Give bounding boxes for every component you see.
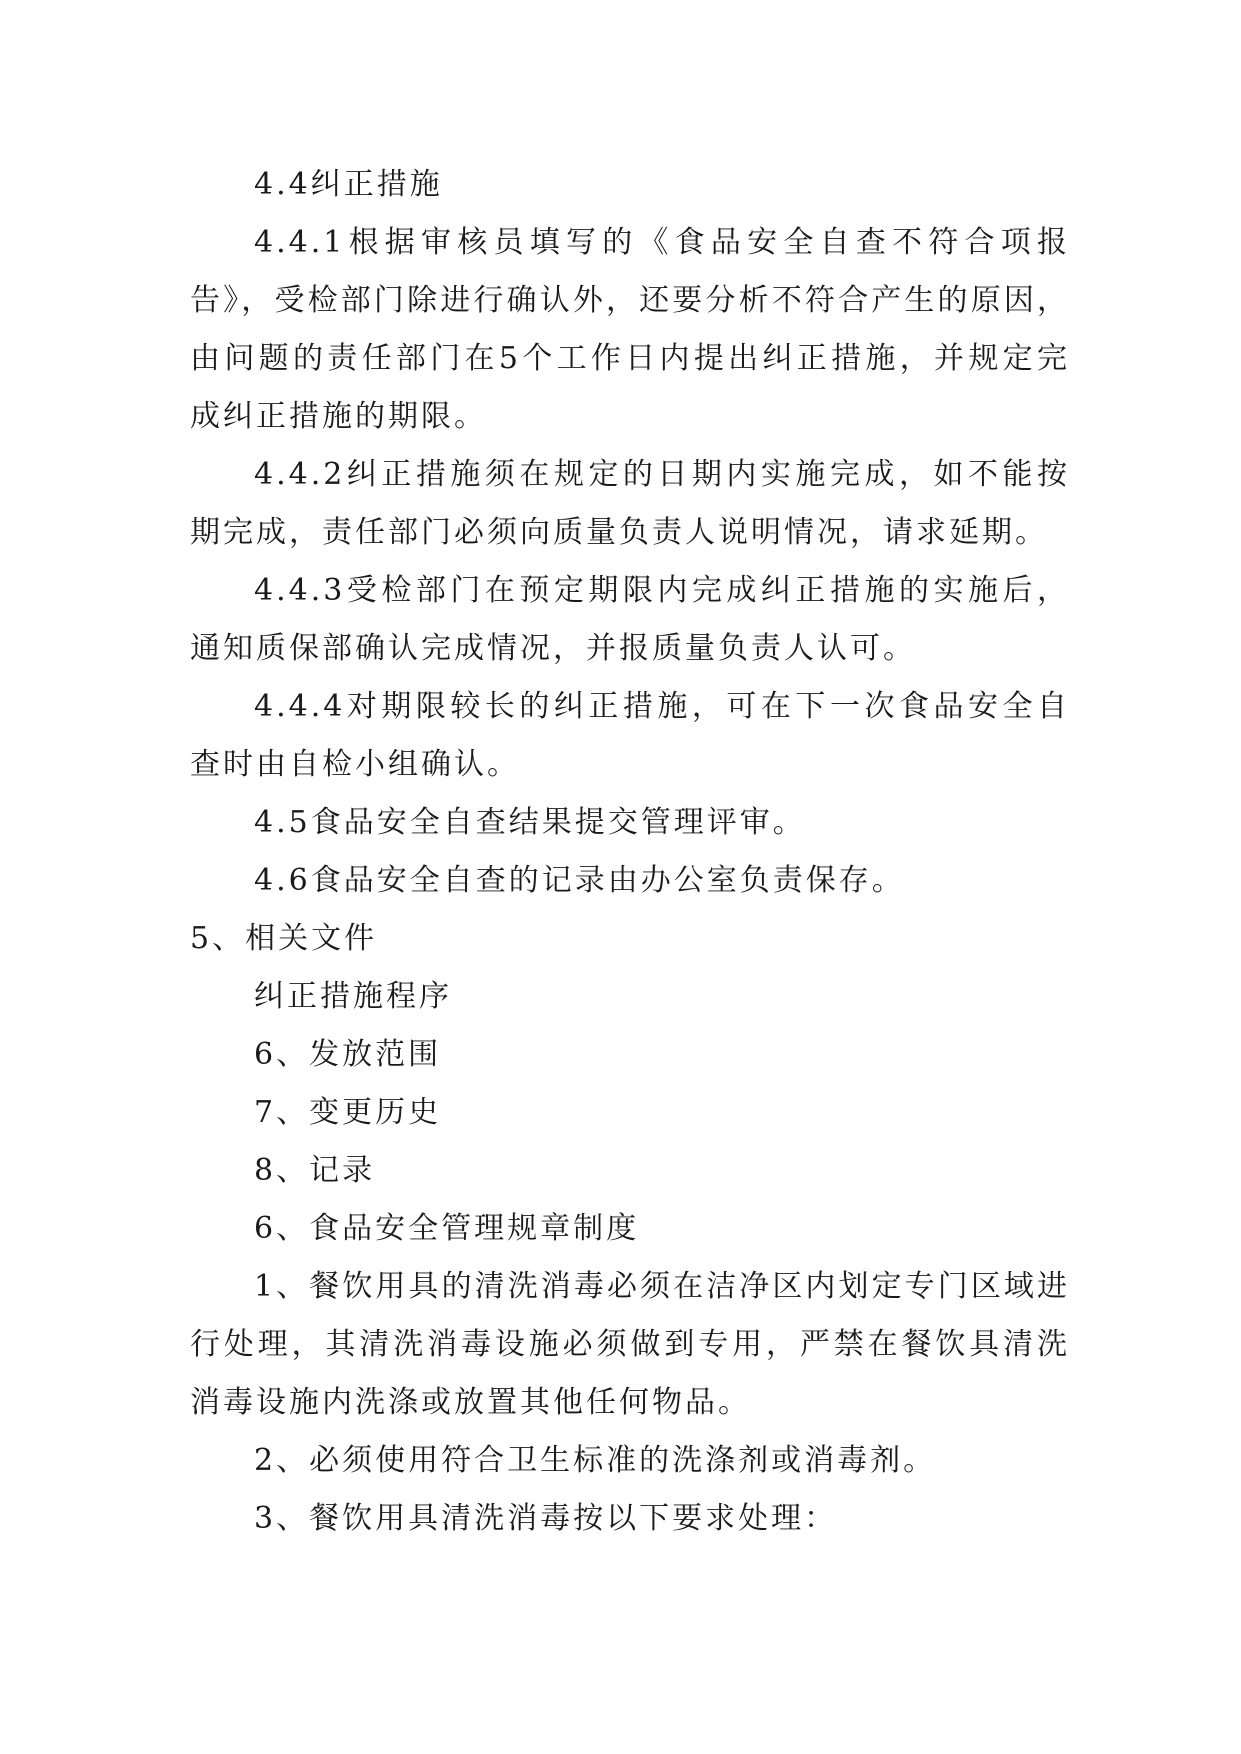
paragraph-4-5: 4.5食品安全自查结果提交管理评审。: [254, 805, 806, 840]
regulation-item-2: 2、必须使用符合卫生标准的洗涤剂或消毒剂。: [254, 1443, 937, 1478]
section-8-heading: 8、记录: [254, 1153, 376, 1188]
paragraph-4-4-heading: 4.4纠正措施: [254, 167, 443, 202]
paragraph-4-4-1: 4.4.1根据审核员填写的《食品安全自查不符合项报告》，受检部门除进行确认外，还要分析不符合产生的原因，由问题的责任部门在5个工作日内提出纠正措施，并规定完成纠正措施的期限。: [190, 225, 1070, 434]
paragraph-4-4-3: 4.4.3受检部门在预定期限内完成纠正措施的实施后，通知质保部确认完成情况，并报质量负责人认可。: [190, 573, 1070, 666]
section-6-heading: 6、发放范围: [254, 1037, 442, 1072]
paragraph-4-4-2: 4.4.2纠正措施须在规定的日期内实施完成，如不能按期完成，责任部门必须向质量负责人说明情况，请求延期。: [190, 457, 1070, 550]
regulation-item-1: 1、餐饮用具的清洗消毒必须在洁净区内划定专门区域进行处理，其清洗消毒设施必须做到专用，严禁在餐饮具清洗消毒设施内洗涤或放置其他任何物品。: [190, 1269, 1070, 1420]
paragraph-4-6: 4.6食品安全自查的记录由办公室负责保存。: [254, 863, 905, 898]
regulations-heading: 6、食品安全管理规章制度: [254, 1211, 640, 1246]
section-7-heading: 7、变更历史: [254, 1095, 442, 1130]
related-document-item: 纠正措施程序: [254, 979, 452, 1014]
regulation-item-3: 3、餐饮用具清洗消毒按以下要求处理：: [254, 1501, 838, 1536]
paragraph-4-4-4: 4.4.4对期限较长的纠正措施，可在下一次食品安全自查时由自检小组确认。: [190, 689, 1070, 782]
document-body: [190, 156, 1070, 1548]
section-5-heading: 5、相关文件: [190, 921, 378, 956]
